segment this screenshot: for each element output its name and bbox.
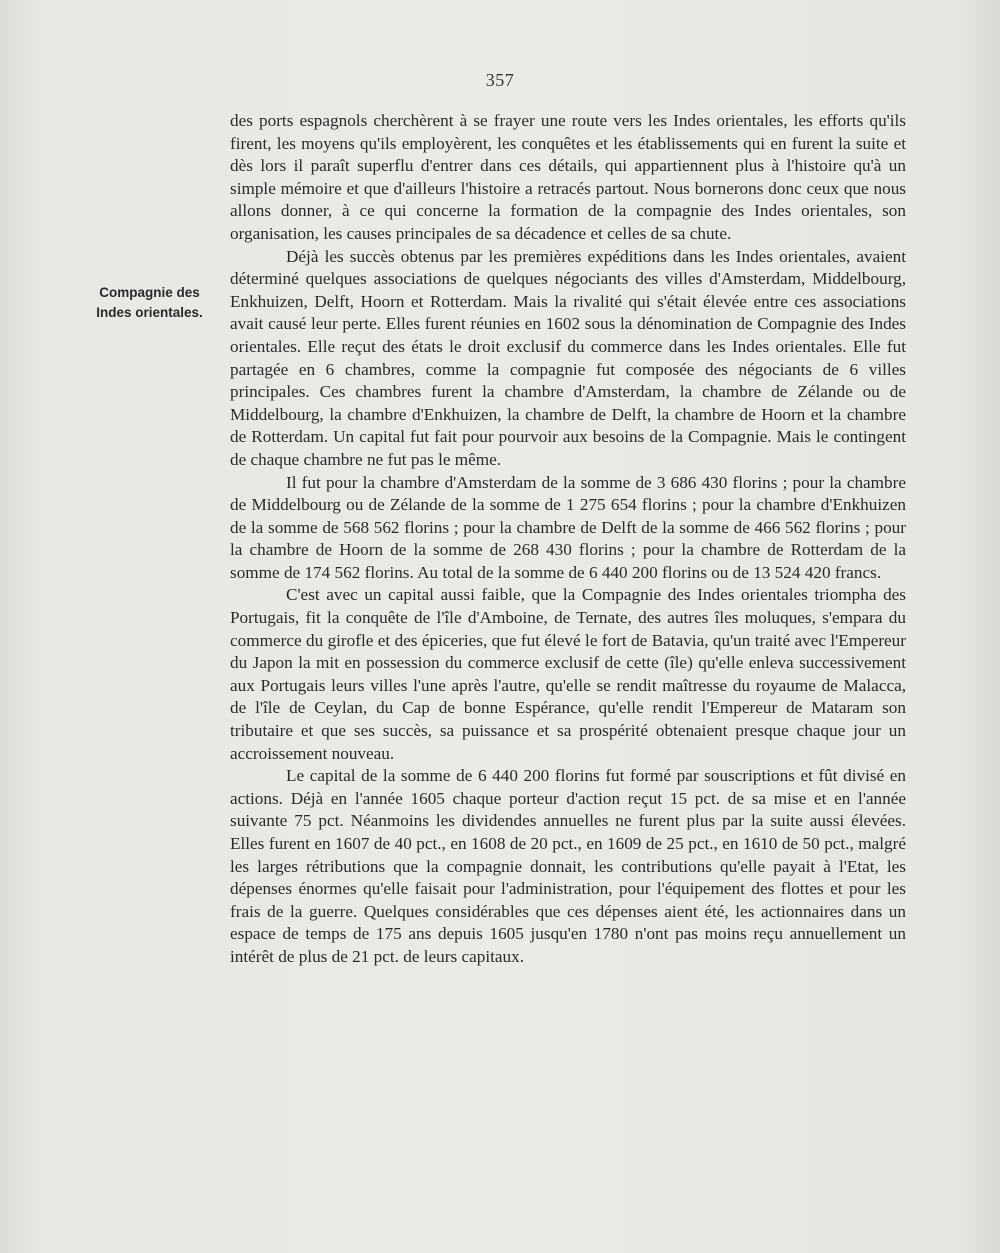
paragraph-2: Déjà les succès obtenus par les premières expéditions dans les Indes orientales, avaient déterminé quelques associations de quelques négociants des villes d'Amsterdam, Middelbourg, Enkhuizen, Delft, Hoorn et Rotterdam. Mais la rivalité qui s'était élevée entre ces associations avait causé leur perte. Elles furent réunies en 1602 sous la dénomination de Compagnie des Indes orientales. Elle reçut des états le droit exclusif du commerce dans les Indes orientales. Elle fut partagée en 6 chambres, comme la compagnie fut composée des négociants de 6 villes principales. Ces chambres furent la chambre d'Amsterdam, la chambre de Zélande ou de Middelbourg, la chambre d'Enkhuizen, la chambre de Delft, la chambre de Hoorn et la chambre de Rotterdam. Un capital fut fait pour pourvoir aux besoins de la Compagnie. Mais le contingent de chaque chambre ne fut pas le même. [230, 246, 906, 469]
page-number: 357 [485, 70, 515, 90]
paragraph-5: Le capital de la somme de 6 440 200 florins fut formé par souscriptions et fût divisé en actions. Déjà en l'année 1605 chaque porteur d'action reçut 15 pct. de sa mise et en l'année suivante 75 pct. Néanmoins les dividendes annuelles ne furent plus par la suite aussi élevées. Elles furent en 1607 de 40 pct., en 1608 de 20 pct., en 1609 de 25 pct., en 1610 de 50 pct., malgré les larges rétributions que la compagnie donnait, les contributions qu'elle payait à l'Etat, les dépenses énormes qu'elle faisait pour l'administration, pour l'équipement des flottes et pour les frais de la guerre. Quelques considérables que ces dépenses aient été, les actionnaires dans un espace de temps de 175 ans depuis 1605 jusqu'en 1780 n'ont pas moins reçu annuellement un intérêt de plus de 21 pct. de leurs capitaux. [230, 766, 906, 966]
paragraph-4: C'est avec un capital aussi faible, que la Compagnie des Indes orientales triompha des Portugais, fit la conquête de l'île d'Amboine, de Ternate, des autres îles moluques, s'empara du commerce du girofle et des épiceries, que fut élevé le fort de Batavia, qu'un traité avec l'Empereur du Japon la mit en possession du commerce exclusif de cette (île) qu'elle enleva successivement aux Portugais leurs villes l'une après l'autre, qu'elle se rendit maîtresse du royaume de Malacca, de l'île de Ceylan, du Cap de bonne Espérance, qu'elle rendit l'Empereur de Mataram son tributaire et que ses succès, sa puissance et sa prospérité obtenaient presque chaque jour un accroissement nouveau. [230, 585, 906, 763]
paragraph-1: des ports espagnols cherchèrent à se frayer une route vers les Indes orientales, les efforts qu'ils firent, les moyens qu'ils employèrent, les conquêtes et les établissements qui en furent la suite et dès lors il paraît superflu d'entrer dans ces détails, qui appartiennent plus à l'histoire qu'à un simple mémoire et que d'ailleurs l'histoire a retracés partout. Nous bornerons donc ceux que nous allons donner, à ce qui concerne la formation de la compagnie des Indes orientales, son organisation, les causes principales de sa décadence et celles de sa chute. [230, 111, 906, 243]
margin-note-line-1: Compagnie des [99, 285, 200, 300]
margin-note [82, 283, 217, 323]
body-text [230, 110, 906, 969]
margin-note-line-2: Indes orientales. [96, 305, 203, 320]
paragraph-3: Il fut pour la chambre d'Amsterdam de la somme de 3 686 430 florins ; pour la chambre de Middelbourg ou de Zélande de la somme de 1 275 654 florins ; pour la chambre d'Enkhuizen de la somme de 568 562 florins ; pour la chambre de Delft de la somme de 466 562 florins ; pour la chambre de Hoorn de la somme de 268 430 florins ; pour la chambre de Rotterdam de la somme de 174 562 florins. Au total de la somme de 6 440 200 florins ou de 13 524 420 francs. [230, 472, 906, 582]
